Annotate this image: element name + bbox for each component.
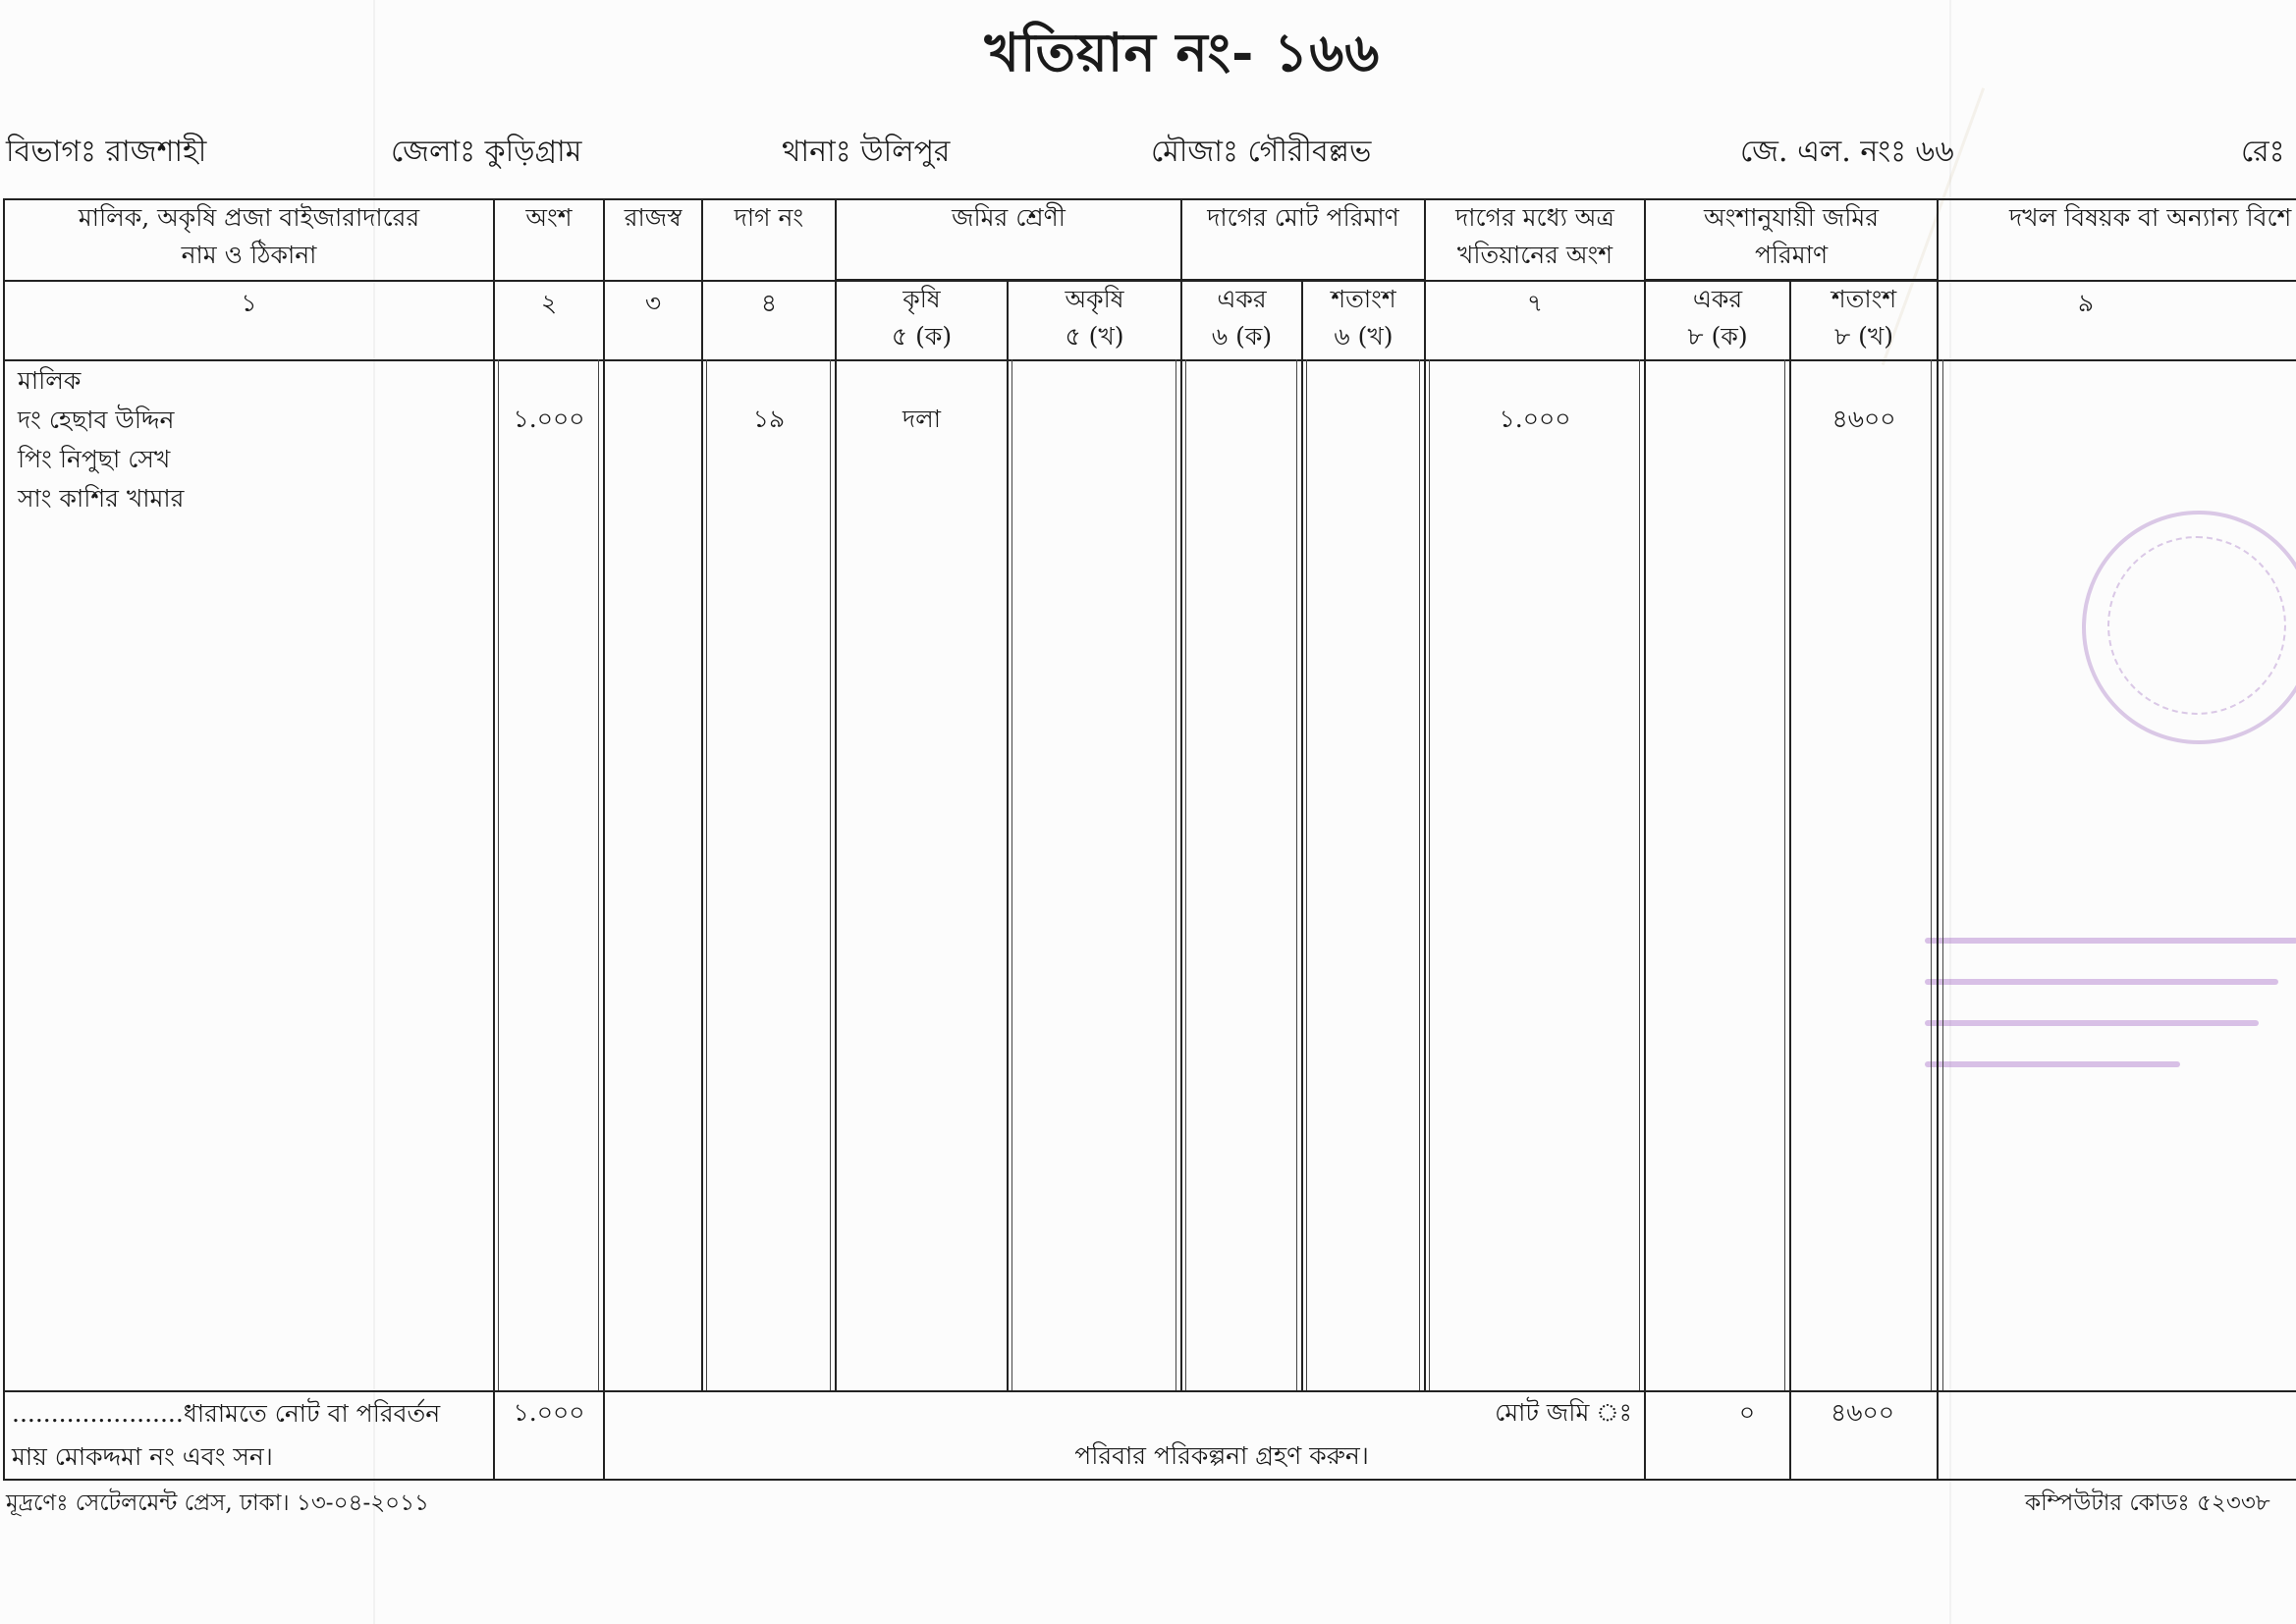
col-5a: কৃষি ৫ (ক) (891, 285, 953, 351)
col-6a: একর ৬ (ক) (1211, 285, 1273, 351)
total-label: মোট জমি ঃ (1495, 1398, 1632, 1427)
page-title: খতিয়ান নং- ১৬৬ (984, 21, 1381, 83)
mouza: মৌজাঃ গৌরীবল্লভ (1151, 135, 1372, 169)
col-8b: শতাংশ ৮ (খ) (1831, 285, 1897, 351)
computer-code: কম্পিউটার কোডঃ ৫২৩৩৮ (2025, 1490, 2270, 1516)
note-text: ......................ধারামতে নোট বা পরিবর্তন মায় মোকদ্দমা নং এবং সন। (12, 1399, 441, 1471)
header-revenue: রাজস্ব (624, 203, 683, 232)
row-share: ১.০০০ (513, 405, 585, 433)
total-acre: ০ (1738, 1398, 1756, 1427)
row-agri: দলা (902, 405, 941, 433)
district: জেলাঃ কুড়িগ্রাম (391, 135, 582, 169)
division: বিভাগঃ রাজশাহী (6, 135, 207, 169)
jl-number: জে. এল. নংঃ ৬৬ (1740, 135, 1954, 169)
col-1: ১ (241, 289, 257, 317)
row-percent: ৪৬০০ (1831, 405, 1896, 433)
header-possession: দখল বিষয়ক বা অন্যান্য বিশে (2009, 203, 2292, 232)
header-owner: মালিক, অকৃষি প্রজা বাইজারাদারের নাম ও ঠিকানা (78, 203, 420, 269)
header-share-land: অংশানুযায়ী জমির পরিমাণ (1703, 203, 1879, 269)
row-dag-no: ১৯ (752, 405, 786, 433)
col-7: ৭ (1526, 289, 1544, 317)
round-seal-stamp (2082, 511, 2296, 744)
purple-seal-text (1925, 938, 2296, 1103)
reg-label: রেঃ (2241, 135, 2285, 169)
col-5b: অকৃষি ৫ (খ) (1065, 285, 1124, 351)
col-8a: একর ৮ (ক) (1687, 285, 1748, 351)
header-khatian-share: দাগের মধ্যে অত্র খতিয়ানের অংশ (1455, 203, 1614, 269)
total-percent: ৪৬০০ (1831, 1398, 1894, 1427)
col-6b: শতাংশ ৬ (খ) (1331, 285, 1396, 351)
header-dag-total: দাগের মোট পরিমাণ (1207, 203, 1399, 232)
row-khatian-share: ১.০০০ (1499, 405, 1571, 433)
col-3: ৩ (644, 289, 662, 317)
header-land-class: জমির শ্রেণী (952, 203, 1066, 232)
col-4: ৪ (760, 289, 778, 317)
header-dag-no: দাগ নং (734, 203, 804, 232)
col-2: ২ (540, 289, 558, 317)
printer-info: মূদ্রণেঃ সেটেলমেন্ট প্রেস, ঢাকা। ১৩-০৪-২০১১ (6, 1490, 429, 1516)
owner-details: মালিক দং হেছাব উদ্দিন পিং নিপুছা সেখ সাং কাশির খামার (18, 366, 185, 513)
total-share: ১.০০০ (513, 1398, 585, 1427)
family-planning-slogan: পরিবার পরিকল্পনা গ্রহণ করুন। (1074, 1441, 1369, 1470)
thana: থানাঃ উলিপুর (782, 135, 951, 169)
header-share: অংশ (525, 203, 573, 232)
col-9: ৯ (2077, 289, 2095, 317)
